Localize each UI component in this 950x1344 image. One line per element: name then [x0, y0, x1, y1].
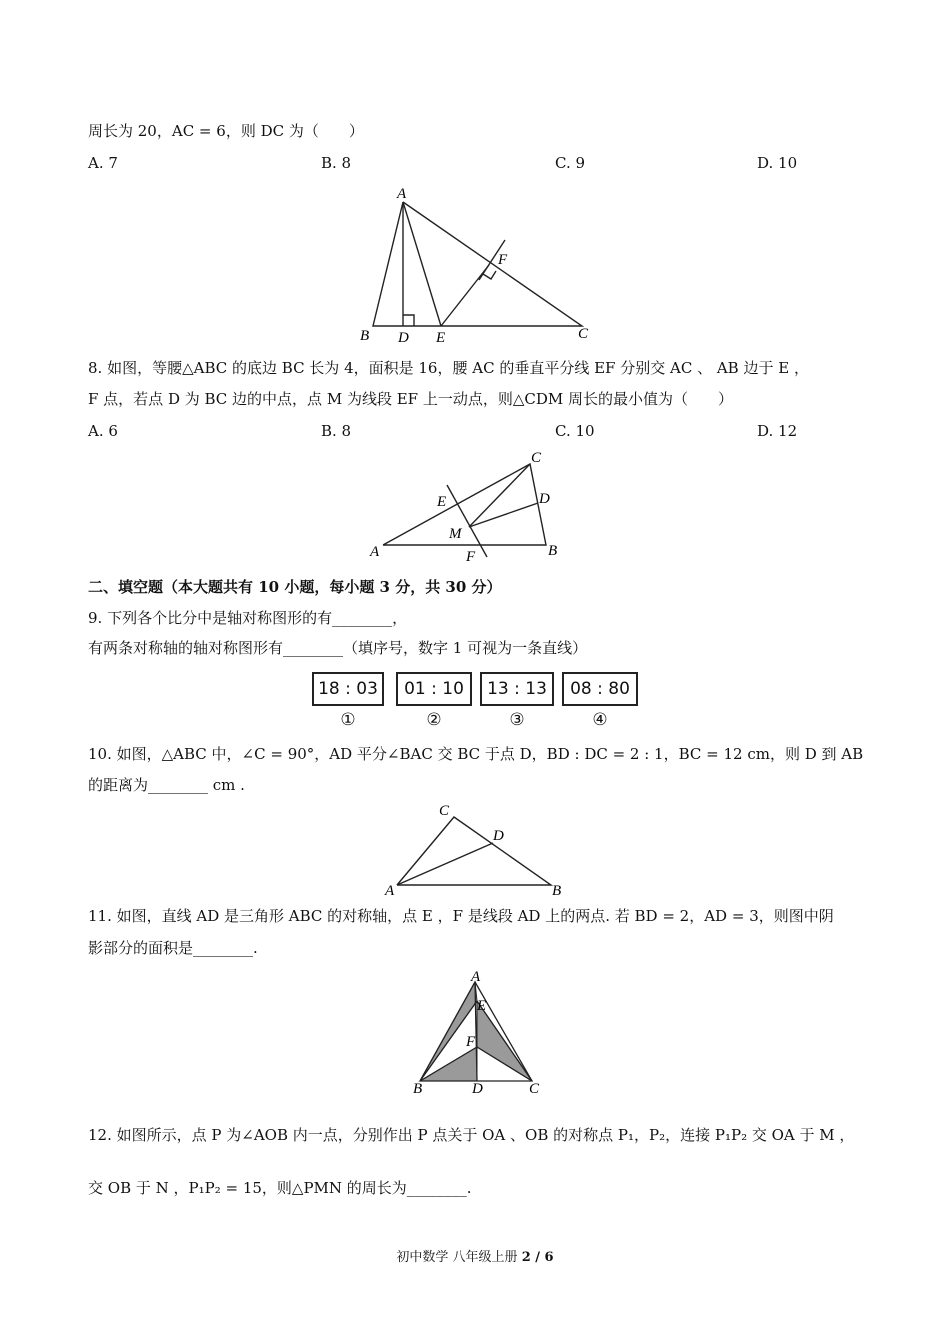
q9-number-4: ④ — [592, 710, 608, 730]
q11-figure — [405, 966, 550, 1096]
q7-option-c: C. 9 — [555, 154, 586, 172]
q8-stem-line1: 8. 如图，等腰△ABC 的底边 BC 长为 4，面积是 16，腰 AC 的垂直平分线 EF 分别交 AC 、 AB 边于 E ， — [88, 359, 809, 377]
q11-label-b: B — [413, 1081, 423, 1096]
q10-bisector-ad — [397, 843, 493, 885]
q9-scoreboard-2: 01 : 10 — [396, 672, 472, 706]
q8-segment-md — [469, 503, 538, 527]
q10-stem-line1: 10. 如图，△ABC 中，∠C = 90°，AD 平分∠BAC 交 BC 于点 D，BD : DC = 2 : 1，BC = 12 cm，则 D 到 AB — [88, 745, 864, 763]
q9-number-2: ② — [426, 710, 442, 730]
q9-number-3: ③ — [509, 710, 525, 730]
q7-label-f: F — [498, 252, 508, 268]
q10-figure — [380, 797, 580, 902]
q12-stem-line2: 交 OB 于 N ，P₁P₂ = 15，则△PMN 的周长为________. — [88, 1179, 472, 1197]
q8-option-c: C. 10 — [555, 422, 595, 440]
q8-option-d: D. 12 — [757, 422, 798, 440]
q11-stem-line1: 11. 如图，直线 AD 是三角形 ABC 的对称轴，点 E ，F 是线段 AD 上的两点. 若 BD = 2，AD = 3，则图中阴 — [88, 907, 834, 925]
q8-label-c: C — [531, 450, 542, 466]
q7-label-b: B — [360, 328, 370, 344]
q7-stem: 周长为 20，AC = 6，则 DC 为（ ） — [88, 122, 364, 140]
q7-label-e: E — [436, 330, 446, 346]
q9-stem-line2: 有两条对称轴的轴对称图形有________（填序号，数字 1 可视为一条直线） — [88, 639, 588, 657]
q7-label-c: C — [578, 326, 589, 342]
q7-right-angle-f — [483, 271, 496, 279]
page-footer — [0, 1246, 950, 1265]
q7-right-angle-d — [403, 315, 414, 326]
q11-label-c: C — [529, 1081, 540, 1096]
q7-option-b: B. 8 — [321, 154, 352, 172]
q11-label-a: A — [471, 969, 481, 985]
q10-stem-line2: 的距离为________ cm . — [88, 776, 245, 794]
q7-figure — [355, 180, 605, 350]
q8-figure — [365, 445, 575, 565]
q10-label-d: D — [493, 828, 504, 844]
q11-label-d: D — [472, 1081, 483, 1096]
q8-label-a: A — [370, 544, 380, 560]
q9-number-1: ① — [340, 710, 356, 730]
q7-option-a: A. 7 — [88, 154, 118, 172]
q11-label-f: F — [466, 1034, 476, 1050]
q8-label-d: D — [539, 491, 550, 507]
q9-scoreboard-4: 08 : 80 — [562, 672, 638, 706]
q8-triangle-abc — [383, 464, 546, 545]
section-heading: 二、填空题（本大题共有 10 小题，每小题 3 分，共 30 分） — [88, 578, 502, 596]
q8-bisector-ef — [447, 485, 487, 557]
page-number: 2 / 6 — [521, 1250, 554, 1265]
q8-stem-line2: F 点，若点 D 为 BC 边的中点，点 M 为线段 EF 上一动点，则△CDM 周长的最小值为（ ） — [88, 390, 734, 408]
q8-label-b: B — [548, 543, 558, 559]
q8-option-a: A. 6 — [88, 422, 118, 440]
q11-stem-line2: 影部分的面积是________. — [88, 939, 258, 957]
q9-stem-line1: 9. 下列各个比分中是轴对称图形的有________， — [88, 609, 408, 627]
q7-option-d: D. 10 — [757, 154, 798, 172]
q10-label-a: A — [385, 883, 395, 899]
q8-option-b: B. 8 — [321, 422, 352, 440]
footer-title: 初中数学 八年级上册 — [396, 1250, 522, 1265]
q10-label-c: C — [439, 803, 450, 819]
q11-label-e: E — [477, 998, 487, 1014]
q9-scoreboard-3: 13 : 13 — [480, 672, 554, 706]
q8-label-e: E — [437, 494, 447, 510]
q7-triangle-abc — [373, 202, 582, 326]
q8-segment-mc — [469, 464, 530, 527]
q12-stem-line1: 12. 如图所示，点 P 为∠AOB 内一点，分别作出 P 点关于 OA 、OB 的对称点 P₁，P₂，连接 P₁P₂ 交 OA 于 M ， — [88, 1126, 855, 1144]
q8-label-m: M — [449, 526, 462, 542]
q9-scoreboard-1: 18 : 03 — [312, 672, 384, 706]
q7-label-a: A — [397, 186, 407, 202]
q10-label-b: B — [552, 883, 562, 899]
q8-label-f: F — [466, 549, 476, 565]
q7-segment-ef — [441, 265, 489, 326]
q7-label-d: D — [398, 330, 409, 346]
q7-segment-ae — [403, 202, 441, 326]
